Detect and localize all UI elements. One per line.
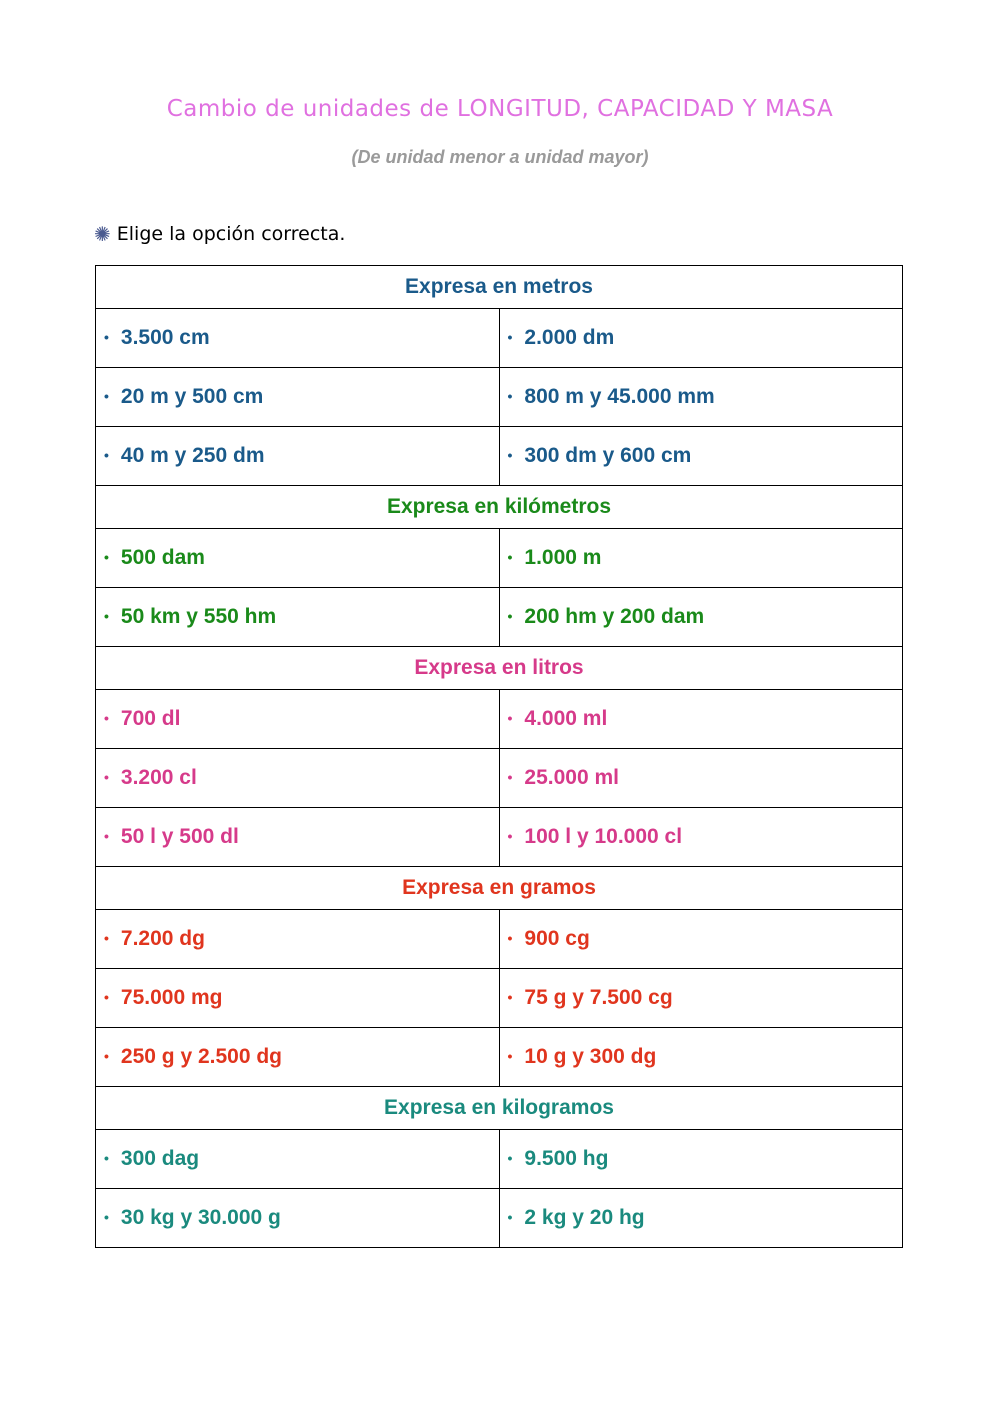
option-cell[interactable]: [96, 588, 500, 647]
bullet-icon: •: [507, 769, 513, 785]
bullet-icon: •: [507, 828, 513, 844]
bullet-icon: •: [104, 329, 109, 345]
option-text: 30 kg y 30.000 g: [120, 1206, 281, 1229]
option-cell[interactable]: [96, 1130, 500, 1189]
instruction-text: Elige la opción correcta.: [116, 223, 346, 245]
option-row: [96, 1130, 903, 1189]
option-text: 1.000 m: [524, 546, 602, 569]
option-row: [96, 368, 903, 427]
bullet-icon: •: [507, 1150, 513, 1166]
option-text: 20 m y 500 cm: [120, 385, 264, 408]
page-subtitle: (De unidad menor a unidad mayor): [351, 147, 649, 167]
option-text: 75.000 mg: [120, 986, 223, 1009]
option-cell[interactable]: [96, 368, 500, 427]
option-text: 900 cg: [524, 927, 590, 950]
option-cell[interactable]: [96, 969, 500, 1028]
option-cell[interactable]: [499, 588, 903, 647]
bullet-icon: •: [104, 1048, 109, 1064]
option-row: [96, 749, 903, 808]
bullet-icon: •: [104, 930, 109, 946]
bullet-icon: •: [507, 1048, 513, 1064]
option-row: [96, 427, 903, 486]
bullet-icon: •: [507, 447, 513, 463]
section-header-row: [96, 266, 903, 309]
bullet-icon: •: [104, 710, 109, 726]
option-text: 9.500 hg: [524, 1147, 609, 1170]
option-text: 100 l y 10.000 cl: [524, 825, 683, 848]
bullet-icon: •: [104, 549, 109, 565]
bullet-icon: •: [104, 769, 109, 785]
option-row: [96, 309, 903, 368]
option-text: 25.000 ml: [524, 766, 619, 789]
option-cell[interactable]: [499, 1130, 903, 1189]
option-cell[interactable]: [499, 969, 903, 1028]
option-cell[interactable]: [499, 808, 903, 867]
bullet-icon: •: [104, 447, 109, 463]
bullet-icon: •: [507, 1209, 513, 1225]
section-heading: Expresa en gramos: [96, 867, 903, 910]
option-cell[interactable]: [96, 749, 500, 808]
option-row: [96, 690, 903, 749]
option-text: 3.200 cl: [120, 766, 197, 789]
option-row: [96, 808, 903, 867]
bullet-icon: •: [507, 388, 513, 404]
section-heading: Expresa en metros: [96, 266, 903, 309]
option-text: 10 g y 300 dg: [524, 1045, 657, 1068]
instruction: [94, 222, 345, 246]
option-row: [96, 529, 903, 588]
option-text: 3.500 cm: [120, 326, 210, 349]
option-cell[interactable]: [499, 368, 903, 427]
conversion-table: [95, 265, 903, 1248]
bullet-icon: •: [507, 549, 513, 565]
option-cell[interactable]: [96, 690, 500, 749]
section-header-row: [96, 647, 903, 690]
section-heading: Expresa en kilómetros: [96, 486, 903, 529]
bullet-icon: •: [507, 710, 513, 726]
section-heading: Expresa en kilogramos: [96, 1087, 903, 1130]
option-row: [96, 1028, 903, 1087]
bullet-icon: •: [104, 828, 109, 844]
section-header-row: [96, 867, 903, 910]
option-cell[interactable]: [499, 529, 903, 588]
bullet-icon: •: [507, 329, 513, 345]
bullet-icon: •: [104, 1209, 109, 1225]
option-cell[interactable]: [499, 749, 903, 808]
bullet-icon: •: [104, 989, 109, 1005]
option-cell[interactable]: [499, 309, 903, 368]
option-text: 700 dl: [120, 707, 181, 730]
option-cell[interactable]: [96, 309, 500, 368]
option-text: 250 g y 2.500 dg: [120, 1045, 282, 1068]
option-cell[interactable]: [96, 1189, 500, 1248]
option-cell[interactable]: [499, 1028, 903, 1087]
option-cell[interactable]: [96, 427, 500, 486]
option-row: [96, 969, 903, 1028]
option-text: 200 hm y 200 dam: [524, 605, 705, 628]
option-cell[interactable]: [96, 808, 500, 867]
option-text: 300 dm y 600 cm: [524, 444, 692, 467]
option-cell[interactable]: [96, 1028, 500, 1087]
bullet-icon: •: [507, 608, 513, 624]
option-text: 800 m y 45.000 mm: [524, 385, 715, 408]
bullet-icon: •: [507, 989, 513, 1005]
bullet-icon: •: [104, 1150, 109, 1166]
section-header-row: [96, 486, 903, 529]
option-row: [96, 1189, 903, 1248]
option-cell[interactable]: [96, 910, 500, 969]
option-cell[interactable]: [499, 427, 903, 486]
section-heading: Expresa en litros: [96, 647, 903, 690]
option-text: 2 kg y 20 hg: [524, 1206, 645, 1229]
option-cell[interactable]: [96, 529, 500, 588]
star-bullet-icon: ✺: [94, 222, 111, 246]
option-text: 50 l y 500 dl: [120, 825, 239, 848]
option-text: 500 dam: [120, 546, 205, 569]
option-row: [96, 910, 903, 969]
option-cell[interactable]: [499, 1189, 903, 1248]
option-text: 7.200 dg: [120, 927, 205, 950]
option-text: 40 m y 250 dm: [120, 444, 265, 467]
page-title: Cambio de unidades de LONGITUD, CAPACIDAD Y MASA: [166, 96, 834, 122]
option-text: 75 g y 7.500 cg: [524, 986, 673, 1009]
option-row: [96, 588, 903, 647]
bullet-icon: •: [507, 930, 513, 946]
option-cell[interactable]: [499, 690, 903, 749]
section-header-row: [96, 1087, 903, 1130]
bullet-icon: •: [104, 608, 109, 624]
bullet-icon: •: [104, 388, 109, 404]
option-text: 300 dag: [120, 1147, 200, 1170]
option-text: 4.000 ml: [524, 707, 608, 730]
option-text: 50 km y 550 hm: [120, 605, 277, 628]
option-text: 2.000 dm: [524, 326, 615, 349]
option-cell[interactable]: [499, 910, 903, 969]
